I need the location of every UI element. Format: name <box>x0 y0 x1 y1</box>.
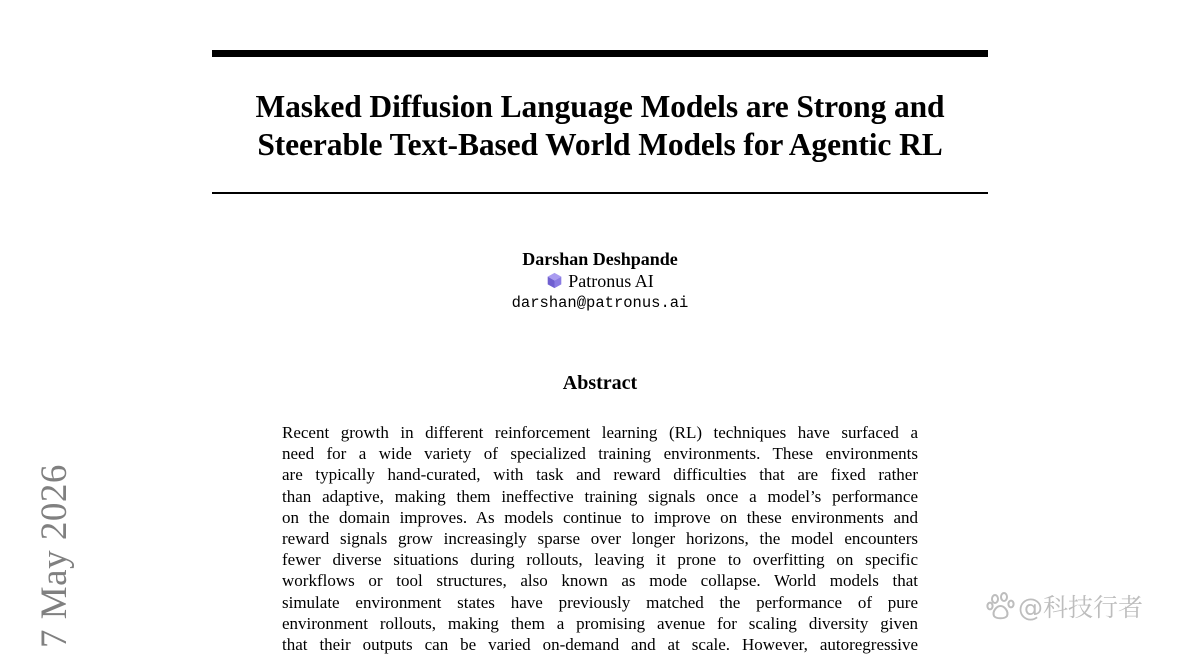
author-affiliation <box>400 270 800 293</box>
affiliation-name: Patronus AI <box>568 271 654 291</box>
paper-title <box>212 88 988 164</box>
paw-print-icon <box>986 591 1016 621</box>
title-bottom-rule <box>212 192 988 194</box>
watermark-text: @科技行者 <box>1018 593 1144 622</box>
abstract-line: that their outputs can be varied on-demand and at scale. However, autoregressive <box>282 634 918 654</box>
abstract-line: environment rollouts, making them a promising avenue for scaling diversity given <box>282 613 918 633</box>
abstract-line: workflows or tool structures, also known as mode collapse. World models that <box>282 571 918 591</box>
author-name: Darshan Deshpande <box>522 249 678 269</box>
abstract-line: simulate environment states have previously matched the performance of pure <box>282 592 918 612</box>
abstract-line: fewer diverse situations during rollouts, leaving it prone to overfitting on specific <box>282 550 918 570</box>
arxiv-side-stamp: 7 May 2026 <box>34 464 75 648</box>
author-block <box>400 248 800 314</box>
abstract-line: on the domain improves. As models continue to improve on these environments and <box>282 507 918 527</box>
abstract-line: need for a wide variety of specialized training environments. These environments <box>282 444 918 464</box>
purple-cube-icon <box>546 272 563 289</box>
abstract-line: Recent growth in different reinforcement learning (RL) techniques have surfaced a <box>282 423 918 442</box>
watermark <box>986 586 1143 626</box>
abstract-line: than adaptive, making them ineffective training signals once a model’s performance <box>282 486 918 506</box>
abstract-line: reward signals grow increasingly sparse over longer horizons, the model encounters <box>282 528 918 548</box>
abstract-heading: Abstract <box>562 372 638 394</box>
abstract-body <box>282 422 918 655</box>
abstract-line: are typically hand-curated, with task and reward difficulties that are fixed rather <box>282 465 918 485</box>
title-top-rule <box>212 50 988 57</box>
title-line-1: Masked Diffusion Language Models are Strong and <box>255 89 945 124</box>
author-email: darshan@patronus.ai <box>511 294 689 312</box>
title-line-2: Steerable Text-Based World Models for Agentic RL <box>257 127 943 162</box>
